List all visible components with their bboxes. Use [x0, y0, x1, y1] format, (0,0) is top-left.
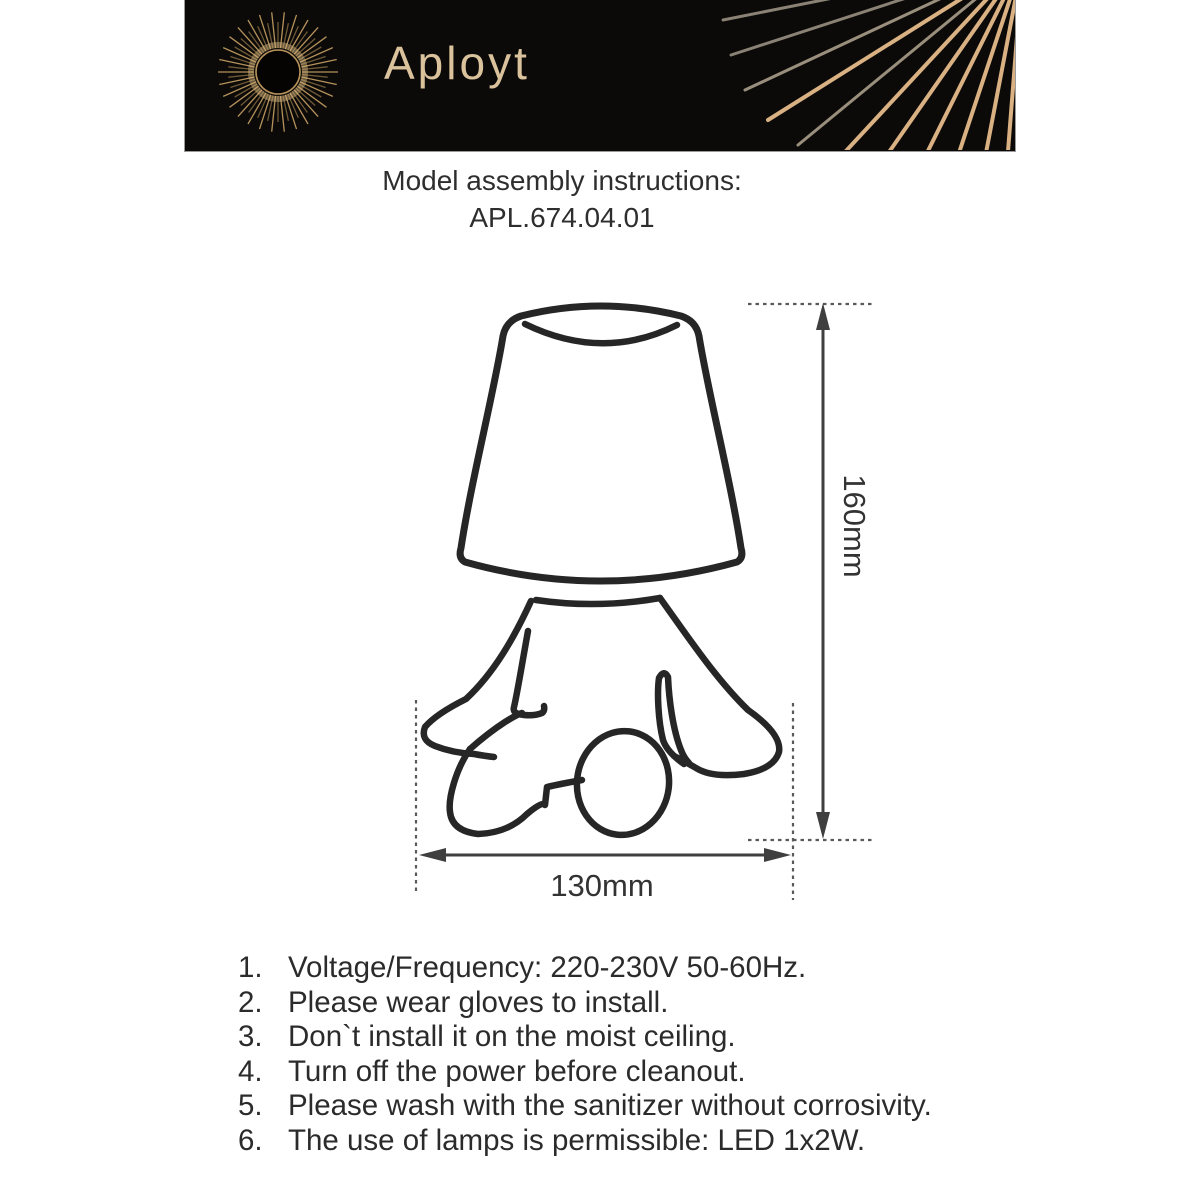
- instruction-text: Please wash with the sanitizer without corrosivity.: [288, 1089, 932, 1123]
- instruction-list: [238, 951, 932, 1159]
- instruction-number: 5.: [238, 1089, 263, 1123]
- instruction-item: [238, 951, 932, 986]
- brand-name: Aployt: [384, 37, 530, 89]
- lamp-body-outline: [424, 598, 779, 840]
- instruction-text: Turn off the power before cleanout.: [288, 1054, 746, 1088]
- instruction-item: [238, 1089, 932, 1124]
- instruction-item: [238, 1124, 932, 1159]
- model-number: APL.674.04.01: [469, 202, 655, 233]
- width-dimension: [416, 700, 793, 903]
- instruction-text: Don`t install it on the moist ceiling.: [288, 1020, 736, 1054]
- instruction-number: 1.: [238, 951, 263, 984]
- instruction-item: [238, 986, 932, 1021]
- instruction-number: 2.: [238, 985, 263, 1019]
- instruction-item: [238, 1020, 932, 1055]
- lampshade-outline: [460, 306, 742, 581]
- height-dimension-label: 160mm: [836, 474, 872, 578]
- instruction-item: [238, 1055, 932, 1090]
- instruction-number: 4.: [238, 1054, 263, 1088]
- width-dimension-label: 130mm: [550, 868, 654, 903]
- instruction-text: Please wear gloves to install.: [288, 985, 669, 1019]
- page-title: Model assembly instructions:: [382, 165, 742, 196]
- instruction-text: Voltage/Frequency: 220-230V 50-60Hz.: [288, 951, 807, 984]
- instruction-number: 3.: [238, 1020, 263, 1054]
- instruction-text: The use of lamps is permissible: LED 1x2W.: [288, 1123, 866, 1157]
- instruction-number: 6.: [238, 1123, 263, 1157]
- height-dimension: [748, 303, 874, 840]
